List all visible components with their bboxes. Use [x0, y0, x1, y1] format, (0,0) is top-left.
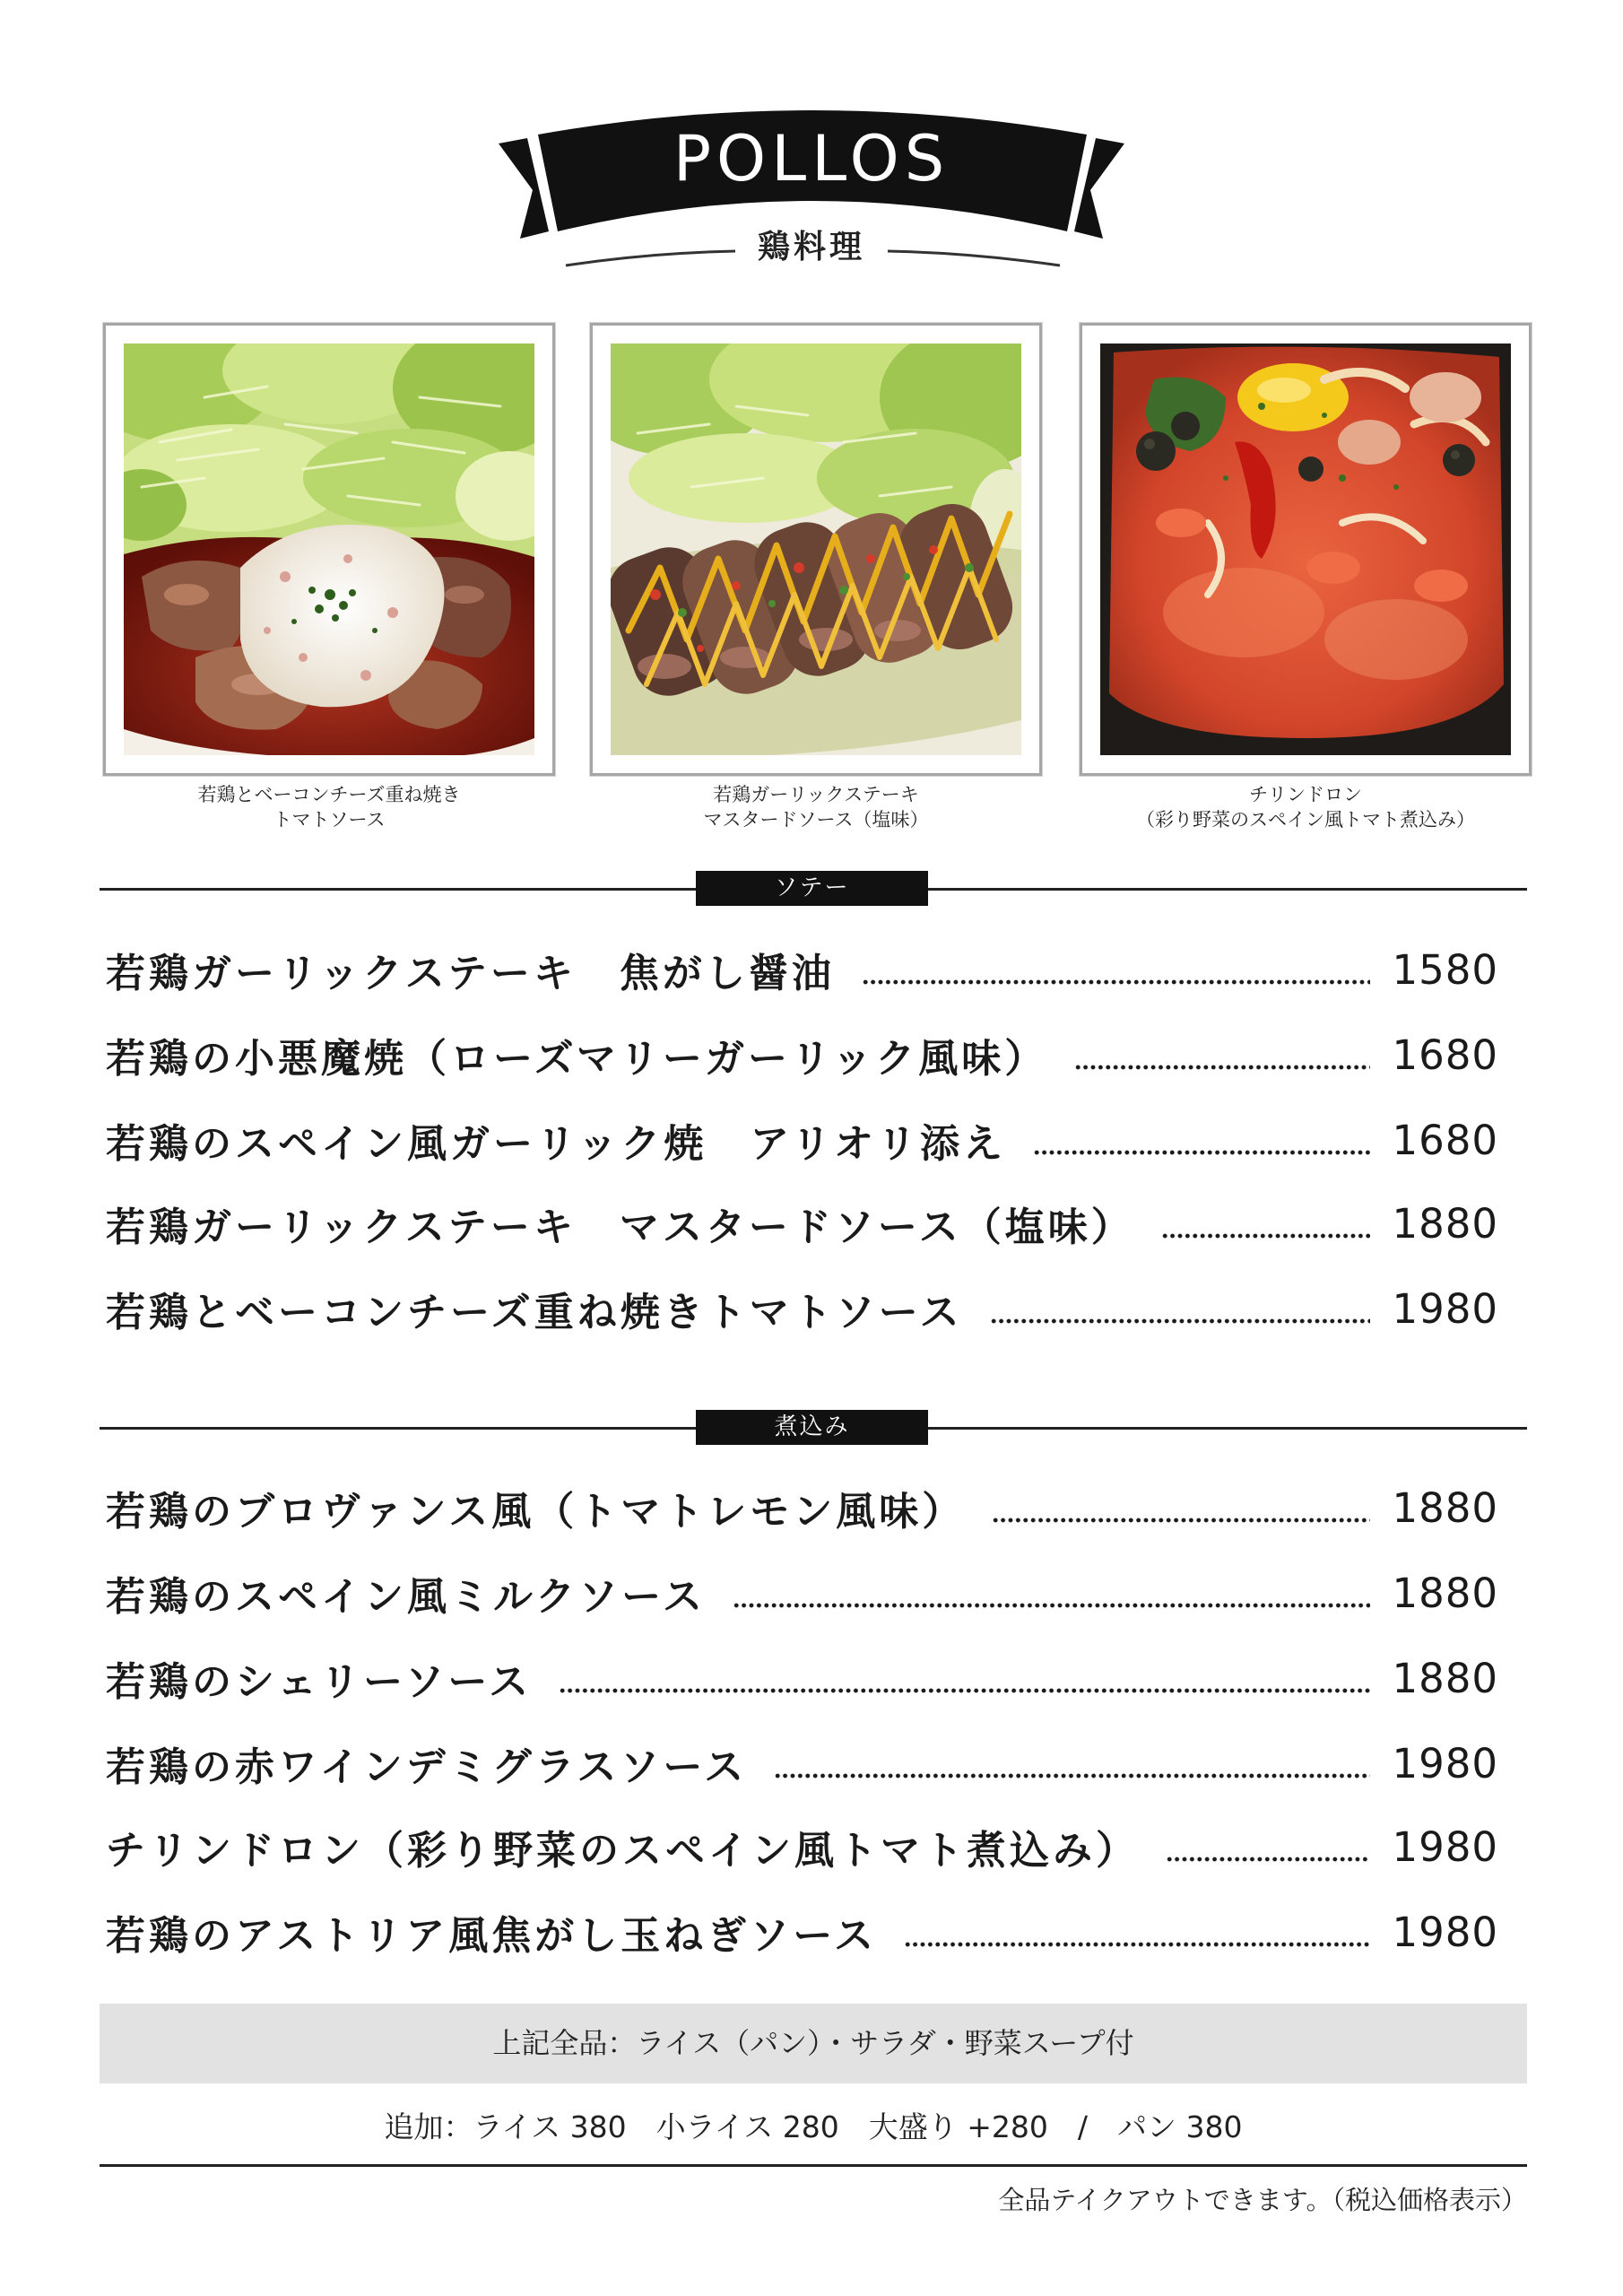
section-label-stew: 煮込み — [696, 1410, 928, 1445]
takeout-note: 全品テイクアウトできます。（税込価格表示） — [998, 2185, 1527, 2215]
menu-item — [106, 1896, 1498, 1968]
photo-caption-line: チリンドロン — [1249, 784, 1362, 805]
menu-item-name: 若鶏のアストリア風焦がし玉ねぎソース — [106, 1913, 878, 1959]
menu-item — [106, 1104, 1498, 1176]
photo-frame — [103, 323, 555, 776]
menu-item-price: 1880 — [1392, 1654, 1498, 1702]
photo-caption — [1080, 782, 1532, 832]
menu-item — [106, 1019, 1498, 1091]
extras-line: 追加：ライス 380 小ライス 280 大盛り +280 / パン 380 — [384, 2109, 1243, 2144]
photo-frame — [1080, 323, 1532, 776]
photo-caption-line: 若鶏とベーコンチーズ重ね焼き — [197, 784, 461, 805]
menu-item-price: 1980 — [1392, 1284, 1498, 1333]
photo-caption-line: 若鶏ガーリックステーキ — [713, 784, 919, 805]
dot-leader — [1166, 1856, 1370, 1863]
photo-caption-line: （彩り野菜のスペイン風トマト煮込み） — [1136, 809, 1475, 831]
subtitle-rule-left — [566, 251, 735, 265]
menu-item-name: 若鶏のスペイン風ミルクソース — [106, 1574, 706, 1620]
ribbon-left-tail — [499, 138, 549, 239]
menu-item-price: 1980 — [1392, 1822, 1498, 1871]
menu-item — [106, 1187, 1498, 1259]
included-sides-text: 上記全品：ライス（パン）・サラダ・野菜スープ付 — [492, 2026, 1134, 2060]
menu-item — [106, 1557, 1498, 1629]
photo-chilindron-stew — [1100, 344, 1511, 755]
dot-leader — [1033, 1149, 1370, 1156]
menu-item-price: 1980 — [1392, 1908, 1498, 1956]
menu-item-price: 1880 — [1392, 1483, 1498, 1532]
dot-leader — [559, 1687, 1370, 1694]
page-subtitle: 鶏料理 — [757, 229, 865, 265]
menu-item-price: 1880 — [1392, 1569, 1498, 1617]
menu-item-price: 1580 — [1392, 945, 1498, 994]
menu-item-name: 若鶏とベーコンチーズ重ね焼きトマトソース — [106, 1290, 963, 1335]
footer-rule — [100, 2164, 1527, 2167]
menu-item-name: 若鶏のスペイン風ガーリック焼 アリオリ添え — [106, 1121, 1007, 1167]
menu-item — [106, 1811, 1498, 1883]
menu-item — [106, 1727, 1498, 1799]
section-label-saute: ソテー — [696, 871, 928, 906]
dot-leader — [774, 1772, 1370, 1779]
photo-chicken-bacon-cheese — [124, 344, 534, 755]
dot-leader — [904, 1941, 1370, 1948]
menu-item — [106, 1273, 1498, 1344]
menu-item — [106, 1472, 1498, 1544]
photo-caption-line: トマトソース — [273, 809, 386, 831]
page-title: POLLOS — [673, 122, 950, 196]
dot-leader — [990, 1318, 1371, 1325]
menu-item-price: 1680 — [1392, 1031, 1498, 1079]
menu-item — [106, 934, 1498, 1005]
dot-leader — [992, 1517, 1370, 1524]
dot-leader — [1161, 1232, 1371, 1239]
menu-item-price: 1980 — [1392, 1739, 1498, 1787]
menu-item-name: 若鶏の赤ワインデミグラスソース — [106, 1744, 748, 1790]
photo-caption — [590, 782, 1042, 832]
menu-item — [106, 1642, 1498, 1714]
photo-caption — [103, 782, 555, 832]
menu-item-price: 1880 — [1392, 1199, 1498, 1248]
dot-leader — [733, 1602, 1371, 1609]
menu-item-name: チリンドロン（彩り野菜のスペイン風トマト煮込み） — [106, 1828, 1139, 1874]
menu-item-name: 若鶏ガーリックステーキ 焦がし醤油 — [106, 951, 835, 996]
menu-item-name: 若鶏のブロヴァンス風（トマトレモン風味） — [106, 1489, 966, 1535]
menu-item-name: 若鶏ガーリックステーキ マスタードソース（塩味） — [106, 1205, 1134, 1250]
photo-caption-line: マスタードソース（塩味） — [703, 809, 929, 831]
menu-item-name: 若鶏のシェリーソース — [106, 1659, 533, 1705]
photo-garlic-chicken-steak — [611, 344, 1021, 755]
menu-item-name: 若鶏の小悪魔焼（ローズマリーガーリック風味） — [106, 1036, 1048, 1082]
included-sides-band — [100, 2004, 1527, 2083]
dot-leader — [1074, 1064, 1370, 1071]
photo-frame — [590, 323, 1042, 776]
dot-leader — [862, 978, 1371, 986]
subtitle-rule-right — [888, 251, 1060, 265]
menu-item-price: 1680 — [1392, 1116, 1498, 1164]
